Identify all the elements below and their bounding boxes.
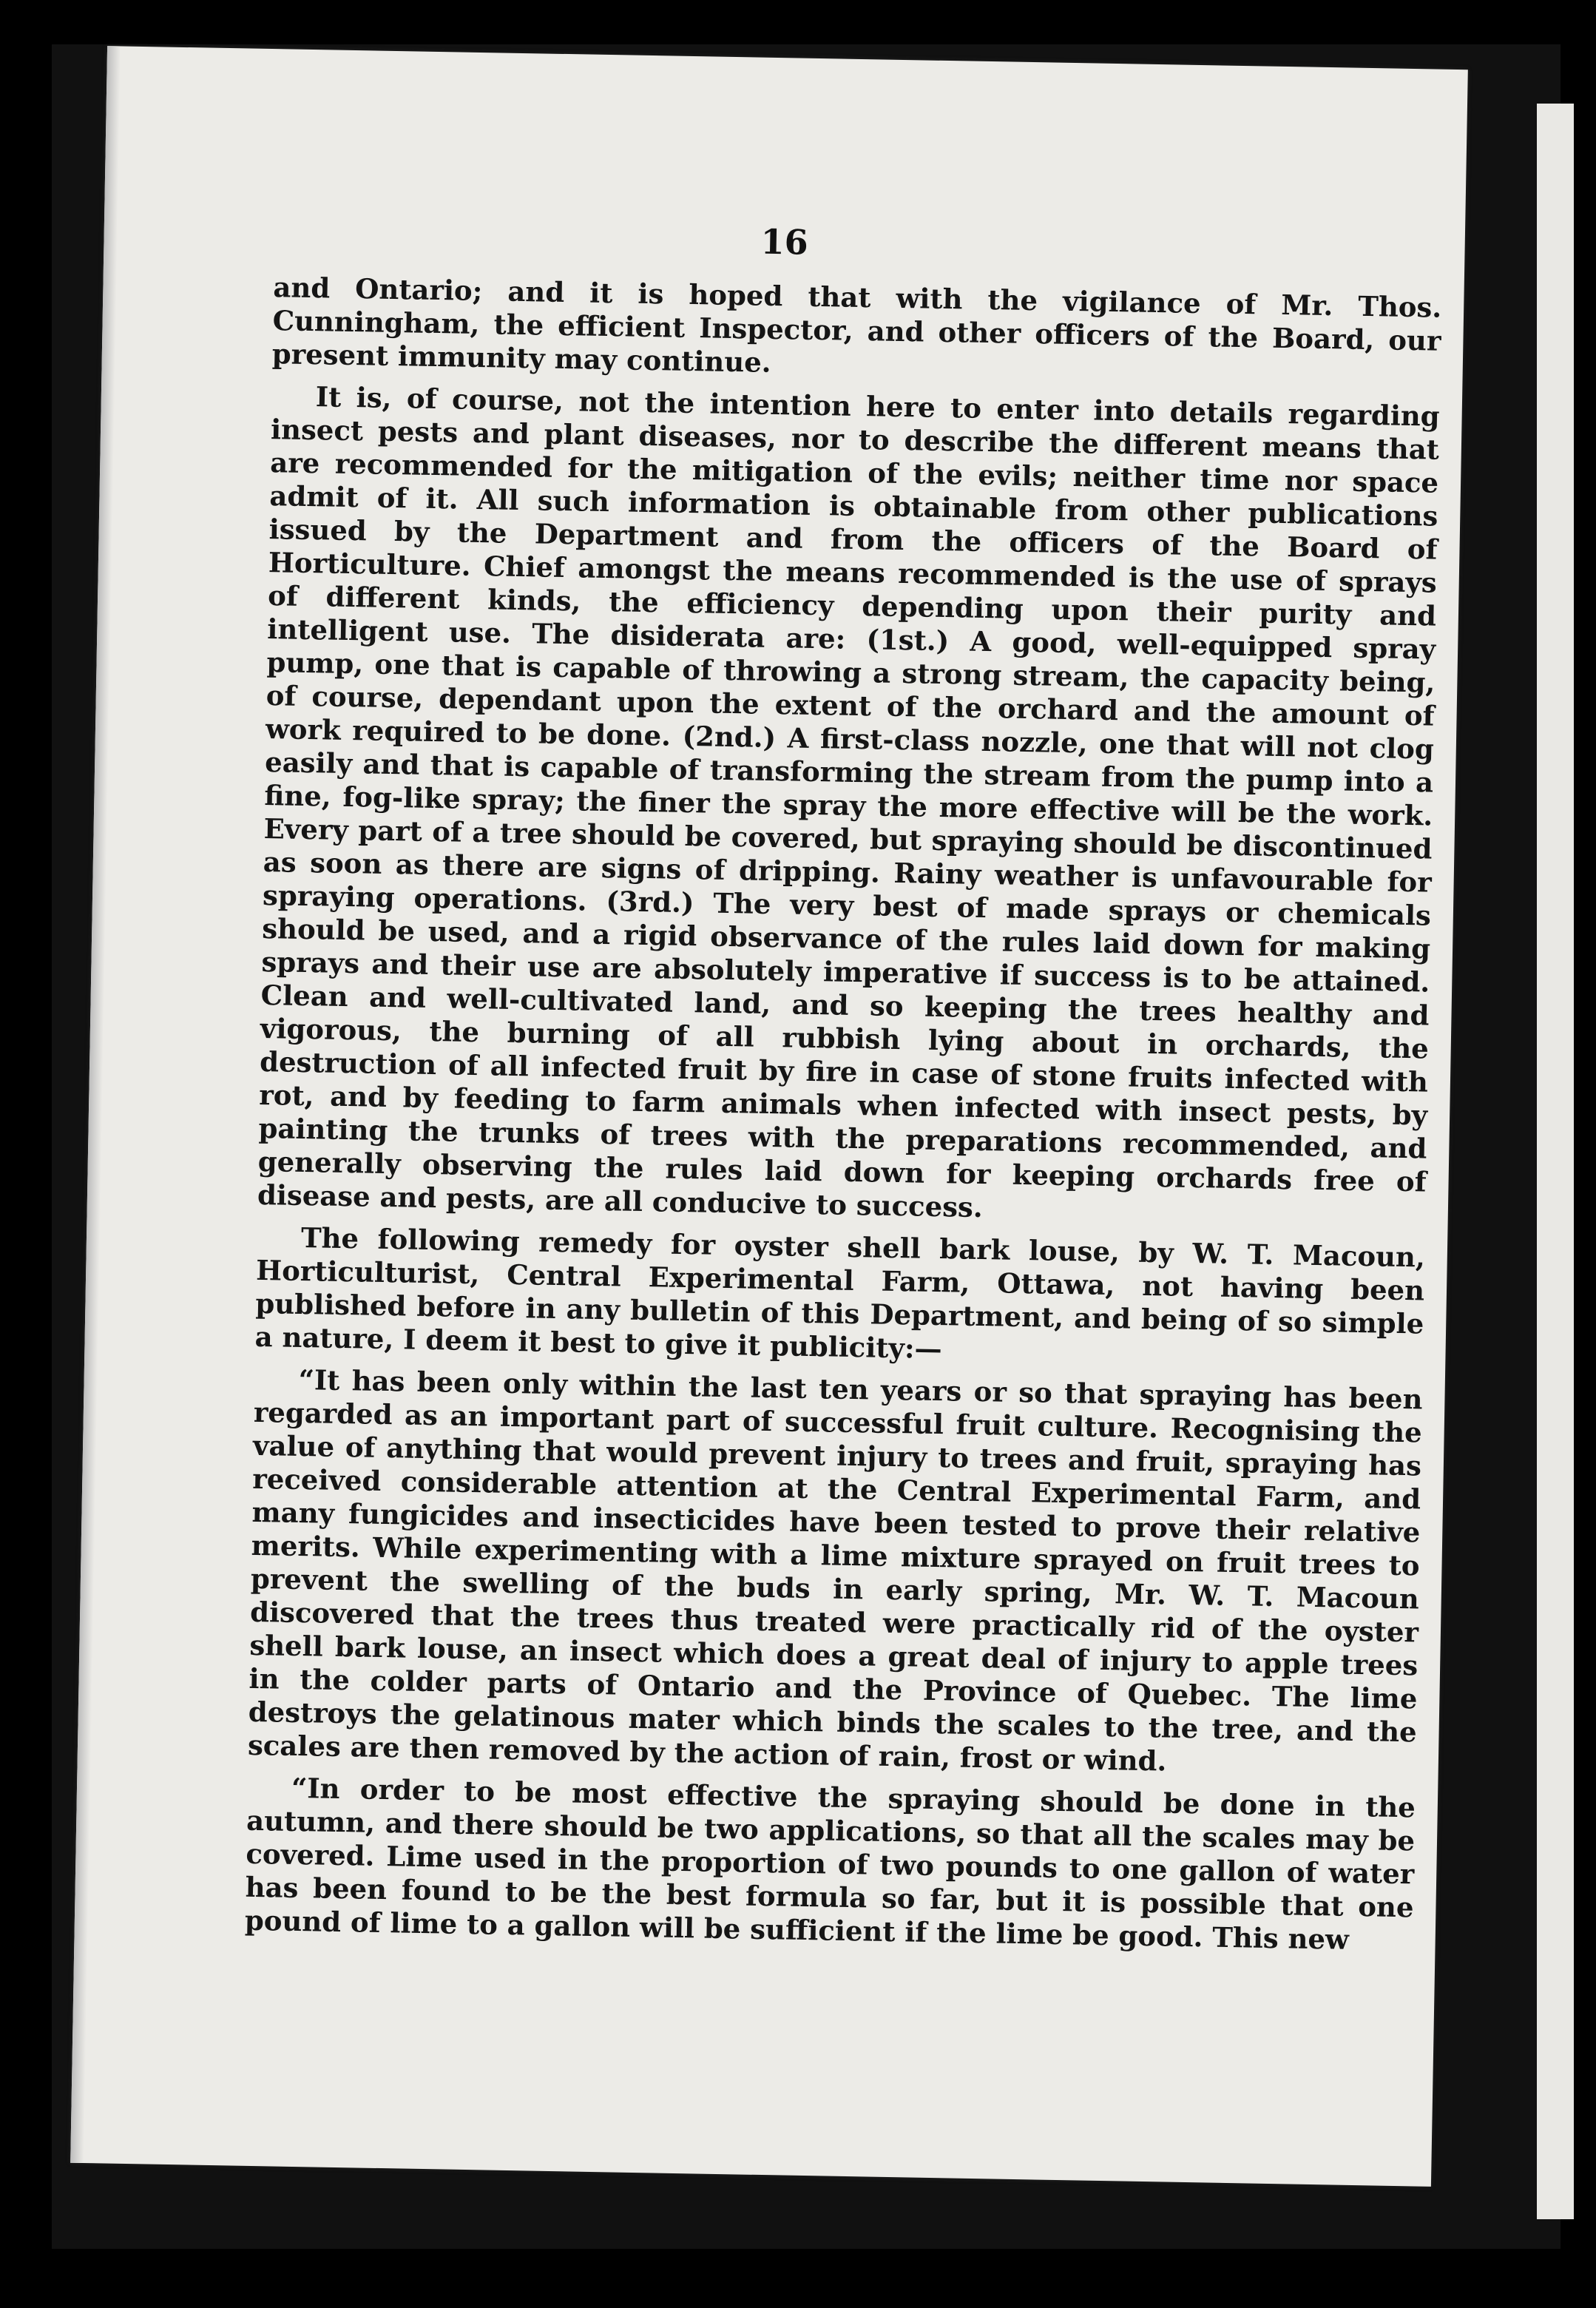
paragraph-5-quote: “In order to be most effective the spraying should be done in the autumn, and there should be two applications, so that all the scales may be covered. Lime used in the proportion of two pounds to one gallon of water has been found to be the best formula so far, but it is possible that one pound of lime to a gallon will be sufficient if the lime be good. This new [244,1771,1416,1956]
document-page [70,46,1468,2187]
adjacent-page-edge [1537,104,1574,2219]
body-text [244,271,1441,1966]
paragraph-4-quote: “It has been only within the last ten years or so that spraying has been regarded as an important part of successful fruit culture. Recognising the value of anything that would prevent injury to trees and fruit, spraying has received considerable attention at the Central Experimental Farm, and many fungicides and insecticides have been tested to prove their relative merits. While experimenting with a lime mixture sprayed on fruit trees to prevent the swelling of the buds in early spring, Mr. W. T. Macoun discovered that the trees thus treated were practically rid of the oyster shell bark louse, an insect which does a great deal of injury to apple trees in the colder parts of Ontario and the Province of Quebec. The lime destroys the gelatinous mater which binds the scales to the tree, and the scales are then removed by the action of rain, frost or wind. [247,1363,1423,1778]
paragraph-1: and Ontario; and it is hoped that with the vigilance of Mr. Thos. Cunningham, the efficient Inspector, and other officers of the Board, our present immunity may continue. [271,271,1442,379]
paragraph-3: The following remedy for oyster shell bark louse, by W. T. Macoun, Horticulturist, Central Experimental Farm, Ottawa, not having been published before in any bulletin of this Department, and being of so simple a nature, I deem it best to give it publicity:— [254,1221,1426,1366]
paragraph-2: It is, of course, not the intention here to enter into details regarding insect pests and plant diseases, nor to describe the different means that are recommended for the mitigation of the evils; neither time nor space admit of it. All such information is obtainable from other publications issued by the Department and from the officers of the Board of Horticulture. Chief amongst the means recommended is the use of sprays of different kinds, the efficiency depending upon their purity and intelligent use. The disiderata are: (1st.) A good, well-equipped spray pump, one that is capable of throwing a strong stream, the capacity being, of course, dependant upon the extent of the orchard and the amount of work required to be done. (2nd.) A first-class nozzle, one that will not clog easily and that is capable of transforming the stream from the pump into a fine, fog-like spray; the finer the spray the more effective will be the work. Every part of a tree should be covered, but spraying should be discontinued as soon as there are signs of dripping. Rainy weather is unfavourable for spraying operations. (3rd.) The very best of made sprays or chemicals should be used, and a rigid observance of the rules laid down for making sprays and their use are absolutely imperative if success is to be attained. Clean and well-cultivated land, and so keeping the trees healthy and vigorous, the burning of all rubbish lying about in orchards, the destruction of all infected fruit by fire in case of stone fruits infected with rot, and by feeding to farm animals when infected with insect pests, by painting the trunks of trees with the preparations recommended, and generally observing the rules laid down for keeping orchards free of disease and pests, are all conducive to success. [257,380,1441,1224]
page-number: 16 [760,221,809,263]
